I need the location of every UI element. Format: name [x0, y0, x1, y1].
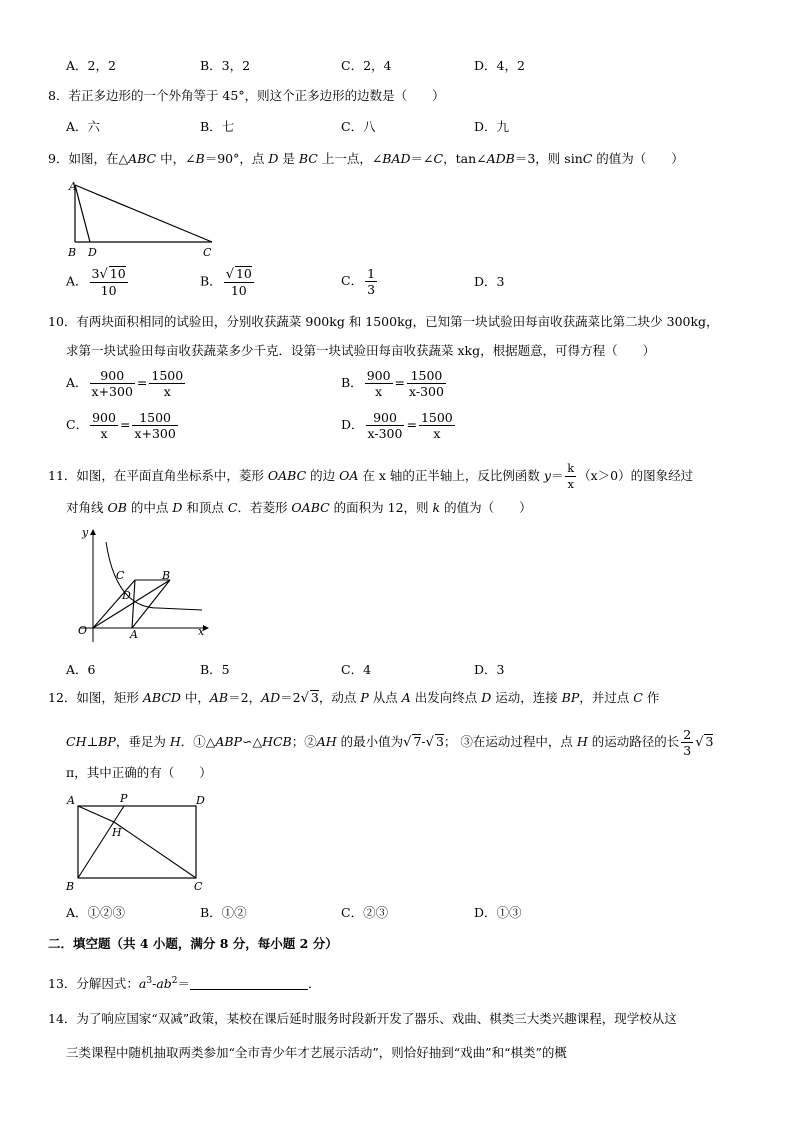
q12-label-c: C — [194, 880, 203, 893]
q13-answer-blank[interactable] — [190, 977, 308, 990]
q11-label-o: O — [78, 624, 88, 637]
q7-option-a: A．2，2 — [66, 58, 116, 73]
q14-stem-line2: 三类课程中随机抽取两类参加“全市青少年才艺展示活动”，则恰好抽到“戏曲”和“棋类”的概 — [66, 1045, 567, 1060]
q12-option-a: A．①②③ — [66, 905, 126, 920]
q11-coordinate-figure — [70, 522, 215, 646]
q12-rectangle-figure — [62, 792, 212, 894]
q12-label-p: P — [120, 792, 128, 805]
q10-option-b: B． $\frac{900}{x}$ = $\frac{1500}{x-300}$ — [341, 368, 444, 399]
q9-triangle-figure — [60, 176, 220, 260]
q10-option-d: D． $\frac{900}{x-300}$ = $\frac{1500}{x}$ — [341, 410, 453, 441]
q14-stem-line1: 14．为了响应国家“双减”政策，某校在课后延时服务时段新开发了器乐、戏曲、棋类三大类兴趣课程，现学校从这 — [48, 1011, 677, 1026]
q11-stem-line2: 对角线 OB 的中点 D 和顶点 C．若菱形 OABC 的面积为 12，则 k 的值为（ ） — [66, 500, 532, 515]
q9-label-d: D — [88, 246, 97, 259]
q10-stem-line1: 10．有两块面积相同的试验田，分别收获蔬菜 900kg 和 1500kg，已知第一块试验田每亩收获蔬菜比第二块少 300kg， — [48, 314, 719, 329]
q11-label-d: D — [122, 589, 131, 602]
q10-stem-line2: 求第一块试验田每亩收获蔬菜多少千克．设第一块试验田每亩收获蔬菜 xkg，根据题意，可得方程（ ） — [66, 343, 656, 358]
q12-stem-line1: 12．如图，矩形 ABCD 中，AB＝2，AD＝2√ 3，动点 P 从点 A 出发向终点 D 运动，连接 BP，并过点 C 作 — [48, 690, 660, 706]
q12-stem-line3: π，其中正确的有（ ） — [66, 765, 212, 780]
q12-option-d: D．①③ — [474, 905, 522, 920]
q12-option-c: C．②③ — [341, 905, 389, 920]
q12-label-d: D — [196, 794, 205, 807]
q8-stem: 8．若正多边形的一个外角等于 45°，则这个正多边形的边数是（ ） — [48, 88, 445, 103]
q9-label-a: A — [69, 180, 77, 193]
q11-option-b: B．5 — [200, 662, 230, 677]
q8-option-c: C．八 — [341, 119, 376, 134]
q11-option-d: D．3 — [474, 662, 505, 677]
q11-label-b: B — [162, 569, 171, 582]
q11-label-a: A — [130, 628, 138, 641]
q10-option-c: C． $\frac{900}{x}$ = $\frac{1500}{x+300}$ — [66, 410, 176, 441]
q7-option-d: D．4，2 — [474, 58, 525, 73]
q11-option-c: C．4 — [341, 662, 372, 677]
q7-option-c: C．2，4 — [341, 58, 392, 73]
q9-option-c: C． $\frac{1}{3}$ — [341, 266, 376, 297]
q9-label-c: C — [203, 246, 212, 259]
q13-stem: 13．分解因式：$a^3-ab^2=$ ． — [48, 976, 321, 992]
q9-option-d: D．3 — [474, 274, 505, 289]
q9-label-b: B — [68, 246, 77, 259]
q11-option-a: A．6 — [66, 662, 96, 677]
q11-label-c: C — [116, 569, 125, 582]
q12-label-b: B — [66, 880, 75, 893]
q12-label-a: A — [67, 794, 75, 807]
q8-option-a: A．六 — [66, 119, 101, 134]
q11-label-y: y — [82, 526, 89, 539]
q8-option-d: D．九 — [474, 119, 510, 134]
q11-label-x: x — [198, 625, 205, 638]
q8-option-b: B．七 — [200, 119, 235, 134]
q9-option-b: B． $\frac{√ 10}{10}$ — [200, 266, 252, 298]
q11-stem-line1: 11．如图，在平面直角坐标系中，菱形 OABC 的边 OA 在 x 轴的正半轴上，反比例函数 y＝ $\frac{k}{x}$ （x＞0）的图象经过 — [48, 462, 694, 491]
q10-option-a: A． $\frac{900}{x+300}$ = $\frac{1500}{x}$ — [66, 368, 184, 399]
section-title-fill-in: 二．填空题（共 4 小题，满分 8 分，每小题 2 分） — [48, 936, 338, 951]
q12-label-h: H — [112, 826, 122, 839]
q7-option-b: B．3，2 — [200, 58, 251, 73]
q12-stem-line2: CH⊥BP，垂足为 H．①△ABP∽△HCB；②AH 的最小值为√ 7-√ 3； ③在运动过程中，点 H 的运动路径的长 $\frac{2}{3}$ √ 3 — [66, 727, 714, 758]
q9-option-a: A． $\frac{3√ 10}{10}$ — [66, 266, 126, 298]
q12-option-b: B．①② — [200, 905, 247, 920]
q9-stem: 9．如图，在△ABC 中，∠B＝90°，点 D 是 BC 上一点，∠BAD＝∠C，tan∠ADB＝3，则 sinC 的值为（ ） — [48, 151, 684, 166]
